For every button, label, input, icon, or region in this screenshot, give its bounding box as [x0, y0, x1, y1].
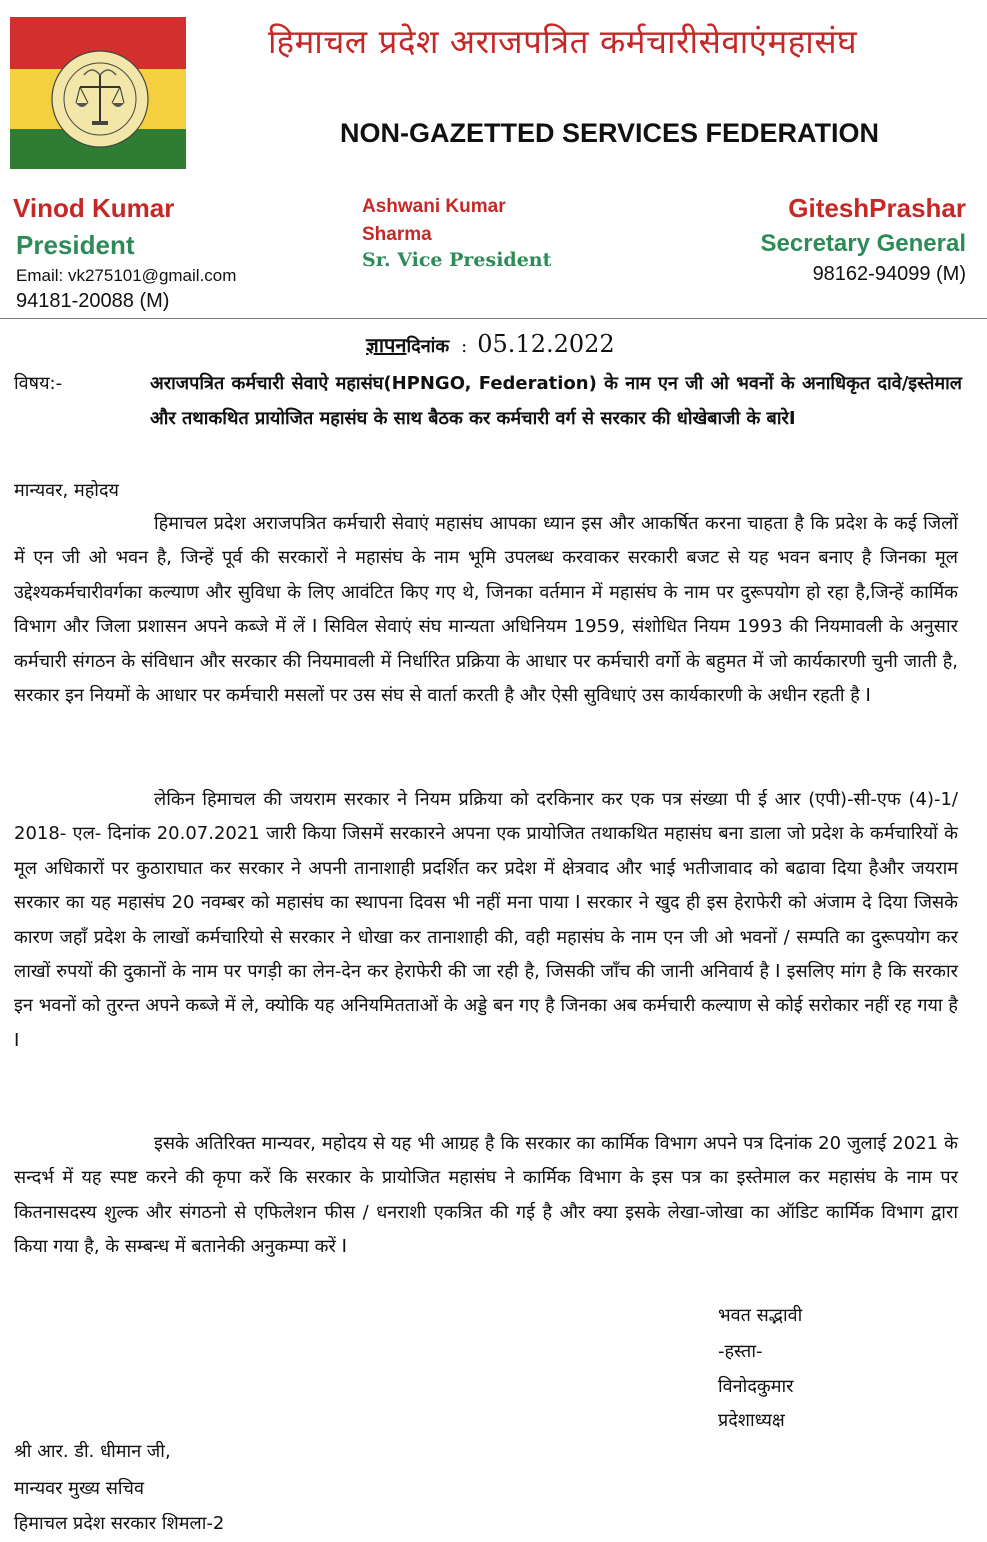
org-name-english: NON-GAZETTED SERVICES FEDERATION — [340, 118, 880, 148]
federation-logo — [10, 17, 186, 169]
memo-date: 05.12.2022 — [477, 330, 615, 358]
president-email: Email: vk275101@gmail.com — [16, 266, 237, 285]
memo-date-label: दिनांक — [406, 336, 450, 357]
vice-president-name-line2: Sharma — [362, 224, 432, 245]
signature-designation: प्रदेशाध्यक्ष — [718, 1410, 785, 1431]
body-paragraph-1: हिमाचल प्रदेश अराजपत्रित कर्मचारी सेवाएं महासंघ आपका ध्यान इस और आकर्षित करना चाहता है कि प्रदेश के कई जिलों में एन जी ओ भवन है, जिन्हें पूर्व की सरकारों ने महासंघ के नाम भूमि उपलब्ध करवाकर सरकारी बजट से यह भवन बनाए है जिनका मूल उद्देश्यकर्मचारीवर्गका कल्याण और सुविधा के लिए आवंटित किए गए थे, जिनका वर्तमान में महासंघ के नाम पर दुरूपयोग हो रहा है,जिन्हें कार्मिक विभाग और जिला प्रशासन अपने कब्जे में लें I सिविल सेवाएं संघ मान्यता अधिनियम 1959, संशोधित नियम 1993 की नियमावली के अनुसार कर्मचारी संगठन के संविधान और सरकार की नियमावली में निर्धारित प्रक्रिया के आधार पर कर्मचारी वर्गो के बहुमत में जो कार्यकारणी चुनी जाती है, सरकार इन नियमों के आधार पर कर्मचारी मसलों पर उस संघ से वार्ता करती है और ऐसी सुविधाएं उस कार्यकारणी के अधीन रहती है I — [14, 513, 958, 707]
federation-emblem-icon — [48, 17, 152, 169]
secretary-general-phone: 98162-94099 (M) — [812, 263, 966, 285]
salutation: मान्यवर, महोदय — [14, 480, 119, 501]
vice-president-name — [362, 193, 562, 249]
memo-colon: : — [461, 336, 468, 357]
header-divider — [0, 318, 987, 319]
secretary-general-title: Secretary General — [760, 230, 966, 257]
addressee-line-2: मान्यवर मुख्य सचिव — [14, 1478, 144, 1499]
signature-signed: -हस्ता- — [718, 1341, 763, 1362]
vice-president-title: Sr. Vice President — [362, 249, 552, 271]
subject-label: विषय:- — [14, 373, 63, 394]
org-name-hindi: हिमाचल प्रदेश अराजपत्रित कर्मचारीसेवाएंमहासंघ — [268, 22, 858, 61]
president-phone: 94181-20088 (M) — [16, 290, 170, 312]
body-paragraph-3: इसके अतिरिक्त मान्यवर, महोदय से यह भी आग्रह है कि सरकार का कार्मिक विभाग अपने पत्र दिनांक 20 जुलाई 2021 के सन्दर्भ में यह स्पष्ट करने की कृपा करें कि सरकार के प्रायोजित महासंघ ने कार्मिक विभाग के इस पत्र का इस्तेमाल कर महासंघ के नाम पर कितनासदस्य शुल्क और संगठनो से एफिलेशन फीस / धनराशी एकत्रित की गई है और क्या इसके लेखा-जोखा का ऑडिट कार्मिक विभाग द्वारा किया गया है, के सम्बन्ध में बतानेकी अनुकम्पा करें I — [14, 1133, 958, 1258]
signature-name: विनोदकुमार — [718, 1376, 794, 1397]
secretary-general-name: GiteshPrashar — [788, 193, 966, 223]
president-name: Vinod Kumar — [13, 193, 175, 223]
vice-president-name-line1: Ashwani Kumar — [362, 196, 506, 217]
addressee-line-1: श्री आर. डी. धीमान जी, — [14, 1441, 171, 1462]
president-title: President — [16, 230, 135, 260]
memo-heading — [366, 330, 615, 358]
addressee-line-3: हिमाचल प्रदेश सरकार शिमला-2 — [14, 1513, 225, 1534]
body-paragraph-2: लेकिन हिमाचल की जयराम सरकार ने नियम प्रक्रिया को दरकिनार कर एक पत्र संख्या पी ई आर (एपी)-सी-एफ (4)-1/ 2018- एल- दिनांक 20.07.2021 जारी किया जिसमें सरकारने अपना एक प्रायोजित तथाकथित महासंघ बना डाला जो प्रदेश के कर्मचारियों के मूल अधिकारों पर कुठाराघात कर सरकार ने अपनी तानाशाही प्रदर्शित कर प्रदेश में क्षेत्रवाद और भाई भतीजावाद को बढावा दिया हैऔर जयराम सरकार का यह महासंघ 20 नवम्बर को महासंघ का स्थापना दिवस भी नहीं मना पाया I सरकार ने खुद ही इस हेराफेरी को अंजाम दे दिया जिसके कारण जहाँ प्रदेश के लाखों कर्मचारियो से सरकार ने धोखा कर तानाशाही की, वही महासंघ के नाम एन जी ओ भवनों / सम्पति का दुरूपयोग कर लाखों रुपयों की दुकानों के नाम पर पगड़ी का लेन-देन कर हेराफेरी की जा रही है, जिसकी जाँच की जानी अनिवार्य है I इसलिए मांग है कि सरकार इन भवनों को तुरन्त अपने कब्जे में ले, क्योकि यह अनियमितताओं के अड्डे बन गए है जिनका अब कर्मचारी कल्याण से कोई सरोकार नहीं रह गया है I — [14, 789, 958, 1051]
memo-title: ज्ञापन — [366, 333, 407, 357]
subject-text: अराजपत्रित कर्मचारी सेवाऐ महासंघ(HPNGO, Federation) के नाम एन जी ओ भवनों के अनाधिकृत दावे/इस्तेमाल और तथाकथित प्रायोजित महासंघ के साथ बैठक कर कर्मचारी वर्ग से सरकार की धोखेबाजी के बारेI — [150, 373, 962, 429]
signature-closing: भवत सद्भावी — [718, 1305, 803, 1326]
